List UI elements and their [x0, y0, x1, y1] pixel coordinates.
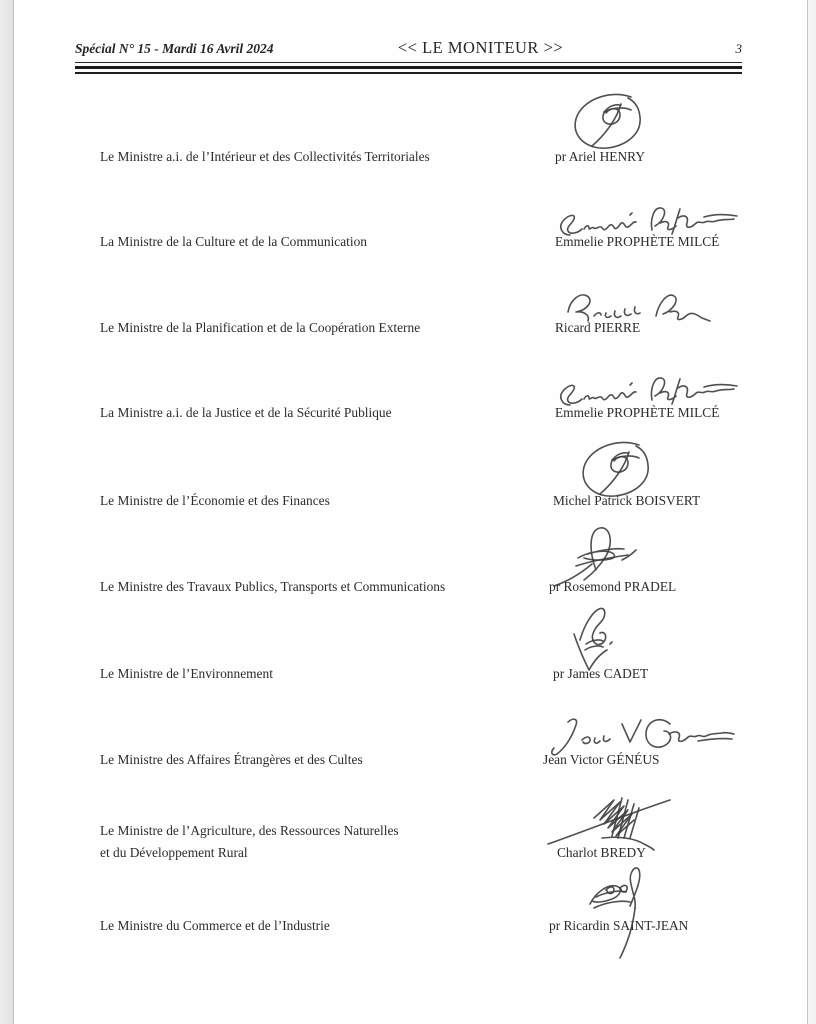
signatory-name: pr Ariel HENRY: [555, 149, 646, 164]
signature-james-cadet: [566, 604, 624, 674]
issue-label: Spécial N° 15 - Mardi 16 Avril 2024: [75, 41, 274, 56]
minister-title: Le Ministre de l’Agriculture, des Ressources Naturelles: [100, 823, 399, 838]
signature-emmelie-prophete: [556, 197, 741, 243]
signatory-name: pr James CADET: [553, 666, 649, 681]
minister-title: Le Ministre des Affaires Étrangères et des Cultes: [100, 752, 363, 767]
signatory-name: Jean Victor GÉNÉUS: [543, 752, 660, 767]
masthead-title: << LE MONITEUR >>: [397, 38, 564, 57]
signatory-name: Ricard PIERRE: [555, 320, 641, 335]
signatory-name: pr Ricardin SAINT-JEAN: [549, 918, 689, 933]
minister-title-line2: et du Développement Rural: [100, 845, 248, 860]
signature-jean-victor-geneus: [548, 710, 738, 760]
minister-title: La Ministre de la Culture et de la Communication: [100, 234, 368, 249]
header-double-rule: [75, 66, 742, 74]
signature-rosemond-pradel: [552, 524, 652, 588]
minister-title: Le Ministre du Commerce et de l’Industrie: [100, 918, 330, 933]
signatory-name: pr Rosemond PRADEL: [549, 579, 677, 594]
signature-oval-paraph: [576, 440, 656, 502]
header-line: [75, 38, 742, 63]
signatory-name: Michel Patrick BOISVERT: [553, 493, 701, 508]
signature-ariel-henry: [568, 92, 648, 154]
minister-title: Le Ministre de l’Économie et des Finances: [100, 493, 330, 508]
page-right-edge-shadow: [807, 0, 816, 1024]
minister-title: Le Ministre de l’Environnement: [100, 666, 273, 681]
signature-charlot-bredy: [542, 792, 677, 852]
minister-title: La Ministre a.i. de la Justice et de la Sécurité Publique: [100, 405, 392, 420]
minister-title: Le Ministre de la Planification et de la Coopération Externe: [100, 320, 421, 335]
minister-title: Le Ministre des Travaux Publics, Transports et Communications: [100, 579, 446, 594]
page-header: [75, 38, 742, 74]
signature-ricardin-saint-jean: [578, 866, 663, 961]
signatory-name: Emmelie PROPHÈTE MILCÉ: [555, 405, 720, 420]
signatory-name: Emmelie PROPHÈTE MILCÉ: [555, 234, 720, 249]
signatory-name: Charlot BREDY: [557, 845, 646, 860]
page-number: 3: [735, 41, 742, 56]
signature-emmelie-prophete: [556, 367, 741, 413]
page-left-edge-shadow: [0, 0, 14, 1024]
minister-title: Le Ministre a.i. de l’Intérieur et des Collectivités Territoriales: [100, 149, 430, 164]
signature-ricard-pierre: [560, 288, 715, 328]
